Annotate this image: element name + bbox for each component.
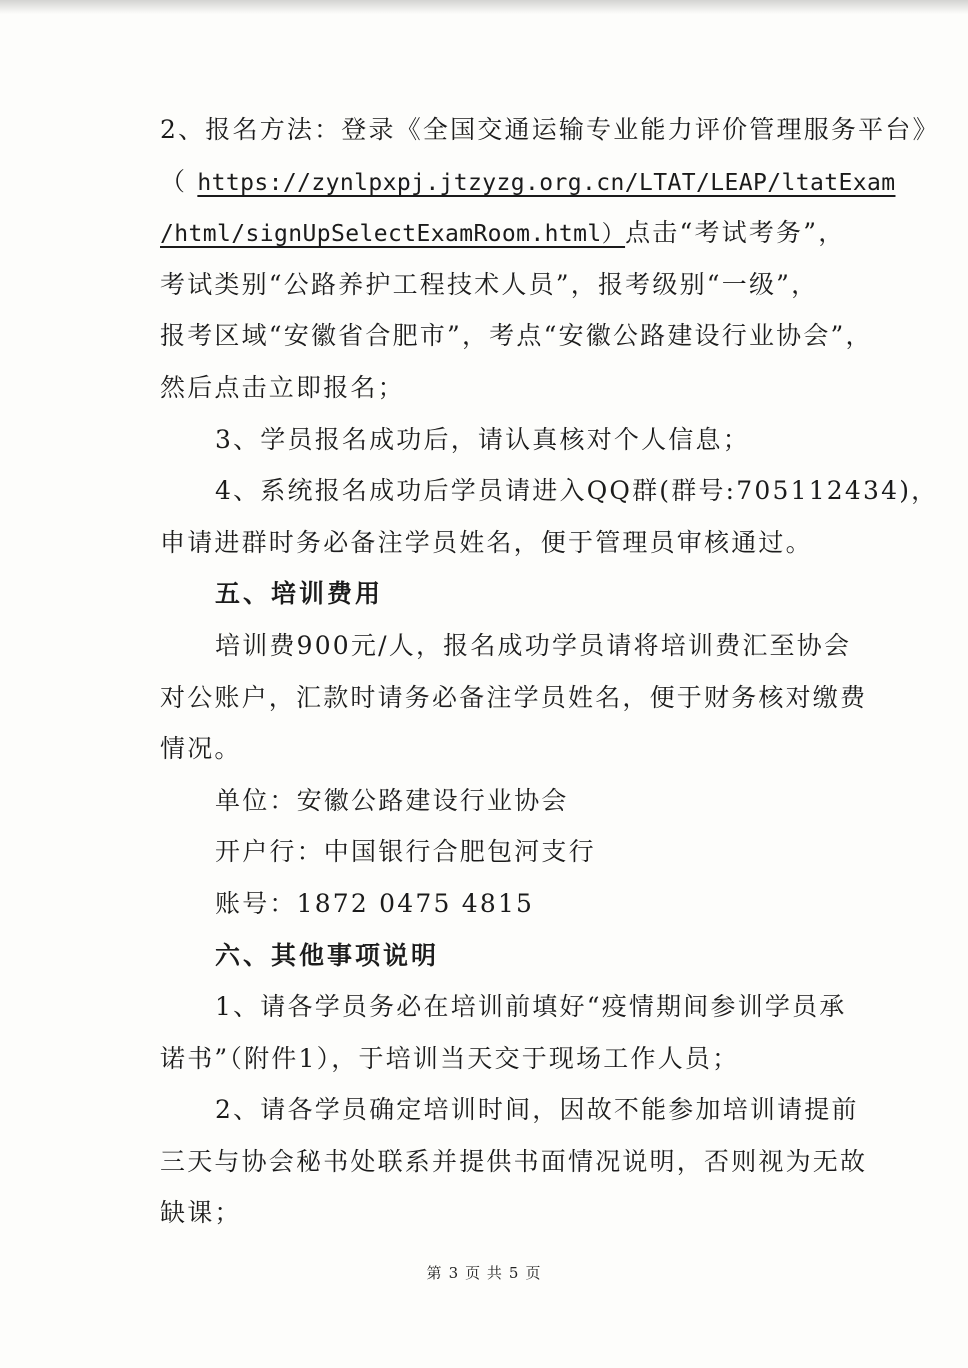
account-unit: 单位：安徽公路建设行业协会 — [215, 785, 569, 815]
qq-group-line-2: 申请进群时务必备注学员姓名，便于管理员审核通过。 — [160, 527, 813, 557]
footer-middle: 页 共 — [465, 1264, 503, 1282]
registration-url-line-1 — [160, 156, 896, 208]
registration-url-part-2[interactable]: /html/signUpSelectExamRoom.html） — [160, 221, 626, 248]
registration-click-instruction: 点击“考试考务”， — [625, 218, 846, 248]
account-number: 账号：1872 0475 4815 — [215, 888, 535, 918]
note-1-line-2: 诺书”（附件1），于培训当天交于现场工作人员； — [160, 1043, 740, 1073]
footer-suffix: 页 — [525, 1264, 542, 1282]
verify-info-paragraph: 3、学员报名成功后，请认真核对个人信息； — [215, 424, 750, 454]
qq-group-line-1: 4、系统报名成功后学员请进入QQ群(群号:705112434)， — [215, 476, 939, 506]
note-2-line-2: 三天与协会秘书处联系并提供书面情况说明，否则视为无故 — [160, 1146, 868, 1176]
footer-prefix: 第 — [426, 1264, 443, 1282]
page-footer — [0, 1262, 968, 1283]
registration-method-line-1: 2、报名方法：登录《全国交通运输专业能力评价管理服务平台》 — [160, 115, 940, 144]
note-2-line-3: 缺课； — [160, 1198, 242, 1228]
footer-total-pages: 5 — [508, 1264, 520, 1282]
document-body — [160, 104, 940, 1239]
fee-line-2: 对公账户，汇款时请务必备注学员姓名，便于财务核对缴费 — [160, 682, 868, 712]
scan-edge-shadow — [0, 0, 968, 14]
url-open-paren: （ — [160, 166, 188, 196]
fee-line-1: 培训费900元/人，报名成功学员请将培训费汇至协会 — [215, 630, 852, 660]
account-bank: 开户行：中国银行合肥包河支行 — [215, 837, 596, 867]
section-heading-other-notes: 六、其他事项说明 — [215, 940, 440, 970]
registration-method-line-6: 然后点击立即报名； — [160, 372, 405, 402]
footer-current-page: 3 — [448, 1264, 460, 1282]
fee-line-3: 情况。 — [160, 734, 242, 764]
registration-method-line-5: 报考区域“安徽省合肥市”，考点“安徽公路建设行业协会”， — [160, 321, 873, 351]
section-heading-training-fee: 五、培训费用 — [215, 579, 384, 609]
registration-method-line-4: 考试类别“公路养护工程技术人员”，报考级别“一级”， — [160, 269, 819, 299]
note-2-line-1: 2、请各学员确定培训时间，因故不能参加培训请提前 — [215, 1095, 859, 1125]
note-1-line-1: 1、请各学员务必在培训前填好“疫情期间参训学员承 — [215, 992, 847, 1022]
registration-url-line-2 — [160, 207, 846, 259]
registration-url-part-1[interactable]: https://zynlpxpj.jtzyzg.org.cn/LTAT/LEAP/ltatExam — [197, 169, 896, 196]
